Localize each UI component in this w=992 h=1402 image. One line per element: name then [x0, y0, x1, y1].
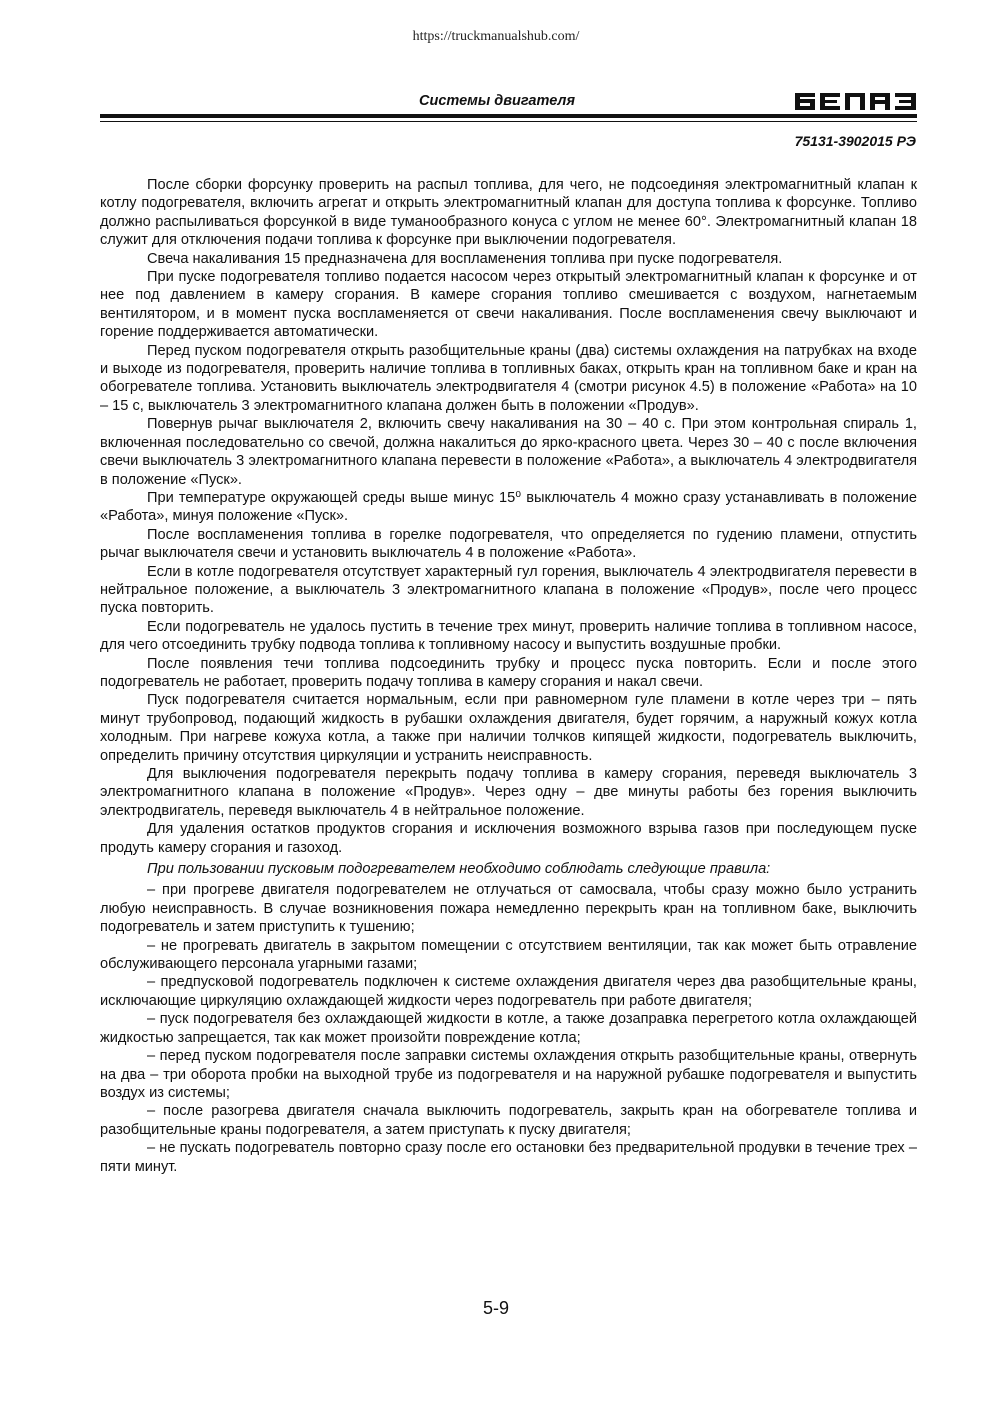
paragraph: Если в котле подогревателя отсутствует характерный гул горения, выключатель 4 электродвигателя перевести в нейтральное положение, а выключатель 3 электромагнитного клапана в положение «Продув», после чего процесс пуска повторить.: [100, 563, 917, 617]
document-number: 75131-3902015 РЭ: [794, 133, 916, 149]
source-url[interactable]: https://truckmanualshub.com/: [412, 29, 580, 44]
paragraph: Перед пуском подогревателя открыть разобщительные краны (два) системы охлаждения на патрубках на входе и выходе из подогревателя, проверить наличие топлива в топливных баках, открыть кран на топливном баке и кран на обогревателе топлива. Установить выключатель электродвигателя 4 (смотри рисунок 4.5) в положение «Работа» на 10 – 15 с, выключатель 3 электромагнитного клапана должен быть в положении «Продув».: [100, 342, 917, 414]
rule-item: – при прогреве двигателя подогревателем не отлучаться от самосвала, чтобы сразу можно было устранить любую неисправность. В случае возникновения пожара немедленно перекрыть кран на топливном баке, выключить подогреватель и затем приступить к тушению;: [100, 882, 917, 936]
section-title: Системы двигателя: [419, 93, 575, 109]
paragraph: Пуск подогревателя считается нормальным, если при равномерном гуле пламени в котле через три – пять минут трубопровод, подающий жидкость в рубашки охлаждения двигателя, будет горячим, а наружный кожух котла холодным. При нагреве кожуха котла, а также при наличии толчков кипящей жидкости, подогреватель выключить, определить причину отсутствия циркуляции и устранить неисправность.: [100, 692, 917, 764]
body-text: [100, 176, 917, 1176]
paragraph: После сборки форсунку проверить на распыл топлива, для чего, не подсоединяя электромагнитный клапан к котлу подогревателя, включить агрегат и открыть электромагнитный клапан для доступа топлива к форсунке. Топливо должно распыливаться форсункой в виде туманообразного конуса с углом не менее 60°. Электромагнитный клапан 18 служит для отключения подачи топлива к форсунке при выключении подогревателя.: [100, 177, 917, 249]
paragraph: При температуре окружающей среды выше минус 15⁰ выключатель 4 можно сразу устанавливать в положение «Работа», минуя положение «Пуск».: [100, 489, 917, 525]
rule-item: – не прогревать двигатель в закрытом помещении с отсутствием вентиляции, так как может быть отравление обслуживающего персонала угарными газами;: [100, 937, 917, 973]
header-rule-thick: [100, 114, 917, 118]
paragraph: Свеча накаливания 15 предназначена для воспламенения топлива при пуске подогревателя.: [147, 250, 783, 267]
rule-item: – не пускать подогреватель повторно сразу после его остановки без предварительной продувки в течение трех – пяти минут.: [100, 1140, 917, 1175]
page-number: 5-9: [482, 1298, 509, 1318]
rule-item: – после разогрева двигателя сначала выключить подогреватель, закрыть кран на обогревателе топлива и разобщительные краны подогревателя, а затем приступать к пуску двигателя;: [100, 1103, 917, 1138]
rules-intro: При пользовании пусковым подогревателем необходимо соблюдать следующие правила:: [147, 861, 771, 878]
paragraph: После появления течи топлива подсоединить трубку и процесс пуска повторить. Если и после этого подогреватель не работает, проверить подачу топлива в камеру сгорания и накал свечи.: [100, 655, 917, 690]
paragraph: Для выключения подогревателя перекрыть подачу топлива в камеру сгорания, переведя выключатель 3 электромагнитного клапана в положение «Продув». Через одну – две минуты работы без горения выключить электродвигатель, переведя выключатель 4 в нейтральное положение.: [100, 766, 917, 819]
rule-item: – предпусковой подогреватель подключен к системе охлаждения двигателя через два разобщительные краны, исключающие циркуляцию охлаждающей жидкости через подогреватель при работе двигателя;: [100, 974, 917, 1009]
paragraph: Повернув рычаг выключателя 2, включить свечу накаливания на 30 – 40 с. При этом контрольная спираль 1, включенная последовательно со свечой, должна накалиться до ярко-красного цвета. Через 30 – 40 с после включения свечи выключатель 3 электромагнитного клапана перевести в положение «Работа», а выключатель 4 электродвигателя в положение «Пуск».: [100, 416, 917, 488]
rule-item: – перед пуском подогревателя после заправки системы охлаждения открыть разобщительные краны, отвернуть на два – три оборота пробки на выходной трубе из подогревателя и на наружной рубашке подогревателя и выпустить воздух из системы;: [100, 1048, 917, 1101]
paragraph: После воспламенения топлива в горелке подогревателя, что определяется по гудению пламени, отпустить рычаг выключателя свечи и установить выключатель 4 в положение «Работа».: [100, 526, 917, 562]
rule-item: – пуск подогревателя без охлаждающей жидкости в котле, а также дозаправка перегретого котла охлаждающей жидкостью запрещается, так как может произойти повреждение котла;: [100, 1011, 917, 1046]
header-rule-thin: [100, 121, 917, 122]
paragraph: Если подогреватель не удалось пустить в течение трех минут, проверить наличие топлива в топливном насосе, для чего отсоединить трубку подвода топлива к топливному насосу и выпустить воздушные пробки.: [100, 618, 917, 654]
paragraph: При пуске подогревателя топливо подается насосом через открытый электромагнитный клапан к форсунке и от нее под давлением в камеру сгорания. В камере сгорания топливо смешивается с воздухом, нагнетаемым вентилятором, и в момент пуска воспламеняется от свечи накаливания. После воспламенения свечу выключают и горение поддерживается автоматически.: [100, 269, 917, 341]
paragraph: Для удаления остатков продуктов сгорания и исключения возможного взрыва газов при последующем пуске продуть камеру сгорания и газоход.: [100, 821, 917, 856]
belaz-logo: [795, 93, 916, 110]
